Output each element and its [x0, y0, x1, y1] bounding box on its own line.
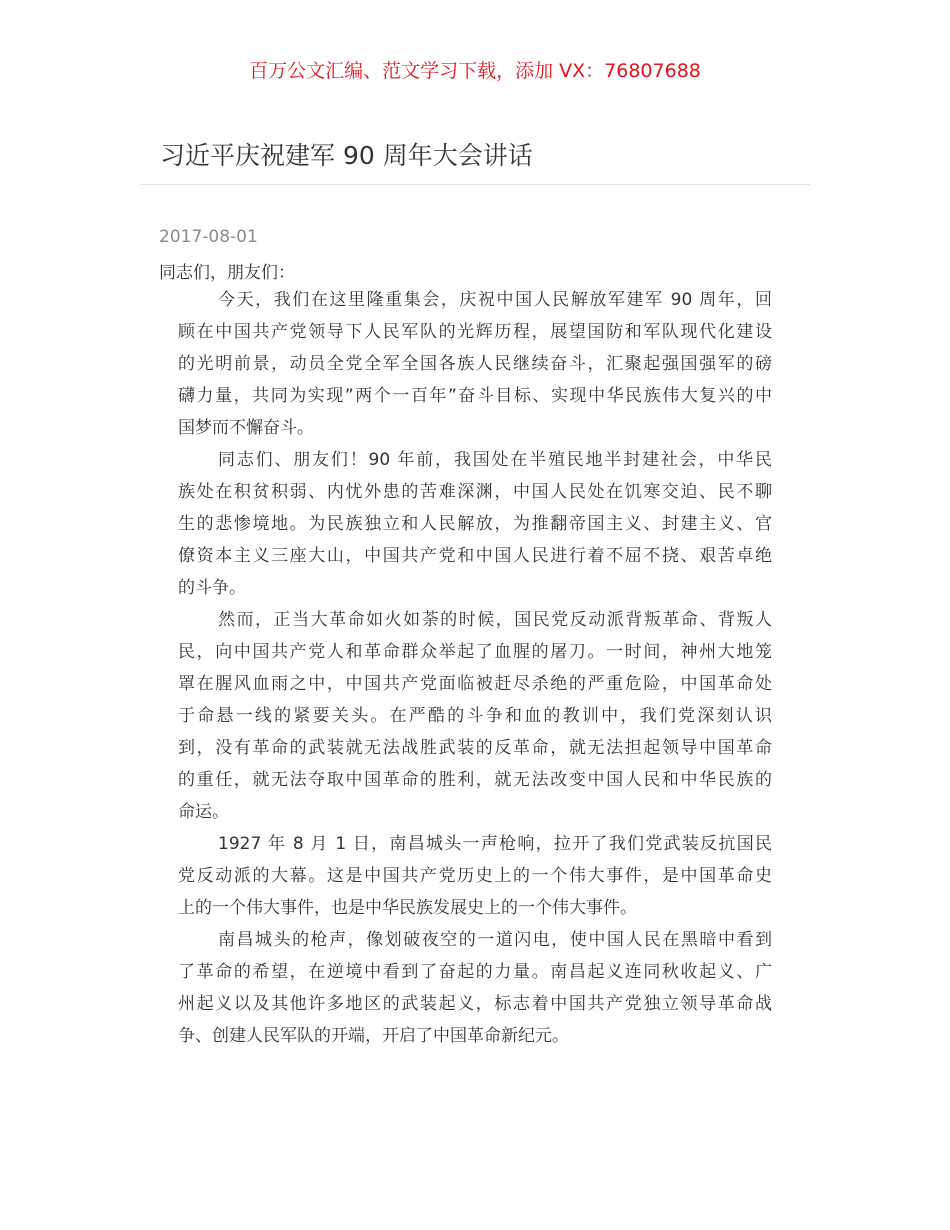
paragraph-line: 同志们、朋友们！90 年前，我国处在半殖民地半封建社会，中华民 — [218, 450, 772, 470]
paragraph — [178, 924, 772, 1052]
paragraph-line: 南昌城头的枪声，像划破夜空的一道闪电，使中国人民在黑暗中看到 — [218, 930, 772, 950]
paragraph-line: 了革命的希望，在逆境中看到了奋起的力量。南昌起义连同秋收起义、广 — [178, 962, 772, 982]
paragraph-line: 民，向中国共产党人和革命群众举起了血腥的屠刀。一时间，神州大地笼 — [178, 642, 772, 662]
paragraph-line: 罩在腥风血雨之中，中国共产党面临被赶尽杀绝的严重危险，中国革命处 — [178, 674, 772, 694]
paragraph-line: 1927 年 8 月 1 日，南昌城头一声枪响，拉开了我们党武装反抗国民 — [218, 834, 772, 854]
paragraph-line: 僚资本主义三座大山，中国共产党和中国人民进行着不屈不挠、艰苦卓绝 — [178, 546, 772, 566]
paragraph-line: 于命悬一线的紧要关头。在严酷的斗争和血的教训中，我们党深刻认识 — [178, 706, 772, 726]
paragraph-line: 今天，我们在这里隆重集会，庆祝中国人民解放军建军 90 周年，回 — [218, 290, 772, 310]
paragraph-line: 命运。 — [178, 802, 229, 822]
title-divider — [140, 184, 810, 185]
article-date: 2017-08-01 — [159, 227, 258, 247]
paragraph — [178, 604, 772, 828]
paragraph — [178, 444, 772, 604]
paragraph-line: 州起义以及其他许多地区的武装起义，标志着中国共产党独立领导革命战 — [178, 994, 772, 1014]
paragraph-line: 的斗争。 — [178, 578, 246, 598]
paragraph-line: 的重任，就无法夺取中国革命的胜利，就无法改变中国人民和中华民族的 — [178, 770, 772, 790]
paragraph-line: 的光明前景，动员全党全军全国各族人民继续奋斗，汇聚起强国强军的磅 — [178, 354, 772, 374]
paragraph-line: 国梦而不懈奋斗。 — [178, 418, 314, 438]
paragraph-line: 然而，正当大革命如火如荼的时候，国民党反动派背叛革命、背叛人 — [218, 610, 772, 630]
paragraph-line: 族处在积贫积弱、内忧外患的苦难深渊，中国人民处在饥寒交迫、民不聊 — [178, 482, 772, 502]
paragraph-line: 党反动派的大幕。这是中国共产党历史上的一个伟大事件，是中国革命史 — [178, 866, 772, 886]
paragraph-line: 争、创建人民军队的开端，开启了中国革命新纪元。 — [178, 1026, 569, 1046]
paragraph-line: 礴力量，共同为实现”两个一百年”奋斗目标、实现中华民族伟大复兴的中 — [178, 386, 772, 406]
paragraph-line: 顾在中国共产党领导下人民军队的光辉历程，展望国防和军队现代化建设 — [178, 322, 772, 342]
greeting: 同志们，朋友们： — [159, 263, 295, 283]
article-body — [178, 284, 772, 1052]
paragraph — [178, 828, 772, 924]
paragraph-line: 上的一个伟大事件，也是中华民族发展史上的一个伟大事件。 — [178, 898, 637, 918]
paragraph-line: 到，没有革命的武装就无法战胜武装的反革命，就无法担起领导中国革命 — [178, 738, 772, 758]
article-title: 习近平庆祝建军 90 周年大会讲话 — [160, 141, 533, 170]
paragraph — [178, 284, 772, 444]
promo-banner: 百万公文汇编、范文学习下载，添加 VX：76807688 — [249, 60, 701, 82]
paragraph-line: 生的悲惨境地。为民族独立和人民解放，为推翻帝国主义、封建主义、官 — [178, 514, 772, 534]
